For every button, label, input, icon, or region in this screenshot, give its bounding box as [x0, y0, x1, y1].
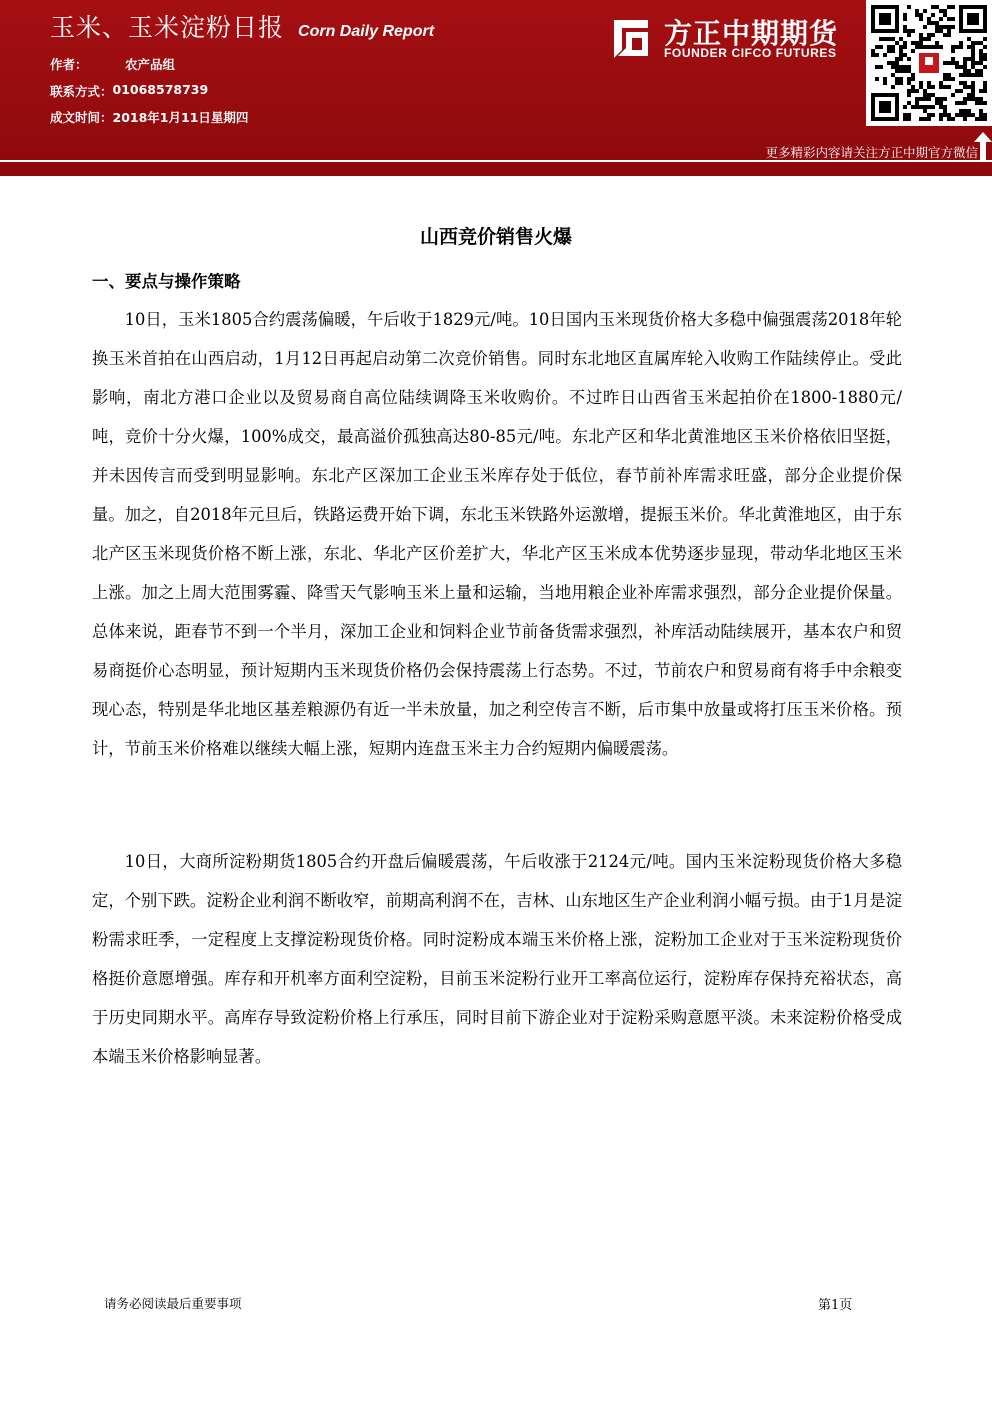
contact-label: 联系方式： [50, 84, 113, 99]
date-row [50, 108, 248, 126]
date-label: 成文时间： [50, 110, 113, 125]
follow-wechat-text: 更多精彩内容请关注方正中期官方微信 [765, 145, 978, 160]
date-value: 2018年1月11日星期四 [112, 110, 249, 125]
contact-row [50, 82, 208, 100]
header-strip [0, 162, 992, 176]
founder-logo-icon [606, 14, 654, 62]
paragraph-starch: 10日，大商所淀粉期货1805合约开盘后偏暖震荡，午后收涨于2124元/吨。国内玉米淀粉现货价格大多稳定，个别下跌。淀粉企业利润不断收窄，前期高利润不在，吉林、山东地区生产企业利润小幅亏损。由于1月是淀粉需求旺季，一定程度上支撑淀粉现货价格。同时淀粉成本端玉米价格上涨，淀粉加工企业对于玉米淀粉现货价格挺价意愿增强。库存和开机率方面利空淀粉，目前玉米淀粉行业开工率高位运行，淀粉库存保持充裕状态，高于历史同期水平。高库存导致淀粉价格上行承压，同时目前下游企业对于淀粉采购意愿平淡。未来淀粉价格受成本端玉米价格影响显著。 [92, 852, 902, 1066]
contact-value: 01068578739 [112, 82, 209, 97]
author-label: 作者： [50, 57, 88, 72]
document-title: 山西竞价销售火爆 [419, 226, 572, 248]
report-title-en: Corn Daily Report [298, 23, 435, 40]
arrow-up-icon [974, 132, 992, 160]
paragraph-corn: 10日，玉米1805合约震荡偏暖，午后收于1829元/吨。10日国内玉米现货价格大多稳中偏强震荡2018年轮换玉米首拍在山西启动，1月12日再起启动第二次竞价销售。同时东北地区直属库轮入收购工作陆续停止。受此影响，南北方港口企业以及贸易商自高位陆续调降玉米收购价。不过昨日山西省玉米起拍价在1800-1880元/吨，竞价十分火爆，100%成交，最高溢价孤独高达80-85元/吨。东北产区和华北黄淮地区玉米价格依旧坚挺，并未因传言而受到明显影响。东北产区深加工企业玉米库存处于低位，春节前补库需求旺盛，部分企业提价保量。加之，自2018年元旦后，铁路运费开始下调，东北玉米铁路外运激增，提振玉米价。华北黄淮地区，由于东北产区玉米现货价格不断上涨，东北、华北产区价差扩大，华北产区玉米成本优势逐步显现，带动华北地区玉米上涨。加之上周大范围雾霾、降雪天气影响玉米上量和运输，当地用粮企业补库需求强烈，部分企业提价保量。总体来说，距春节不到一个半月，深加工企业和饲料企业节前备货需求强烈，补库活动陆续展开，基本农户和贸易商挺价心态明显，预计短期内玉米现货价格仍会保持震荡上行态势。不过，节前农户和贸易商有将手中余粮变现心态，特别是华北地区基差粮源仍有近一半未放量，加之利空传言不断，后市集中放量或将打压玉米价格。预计，节前玉米价格难以继续大幅上涨，短期内连盘玉米主力合约短期内偏暖震荡。 [92, 310, 902, 758]
qr-code [866, 0, 992, 126]
report-title-cn: 玉米、玉米淀粉日报 [50, 13, 285, 42]
logo-text-cn: 方正中期期货 [664, 17, 839, 50]
section-heading: 一、要点与操作策略 [92, 272, 241, 291]
logo-text-en: FOUNDER CIFCO FUTURES [664, 46, 837, 60]
qr-code-icon [871, 5, 987, 121]
company-logo [606, 10, 861, 62]
page-number: 第1页 [818, 1298, 853, 1313]
author-value: 农产品组 [125, 57, 176, 72]
footer-notice: 请务必阅读最后重要事项 [104, 1296, 242, 1311]
report-title [50, 8, 434, 48]
author-row [50, 55, 175, 73]
